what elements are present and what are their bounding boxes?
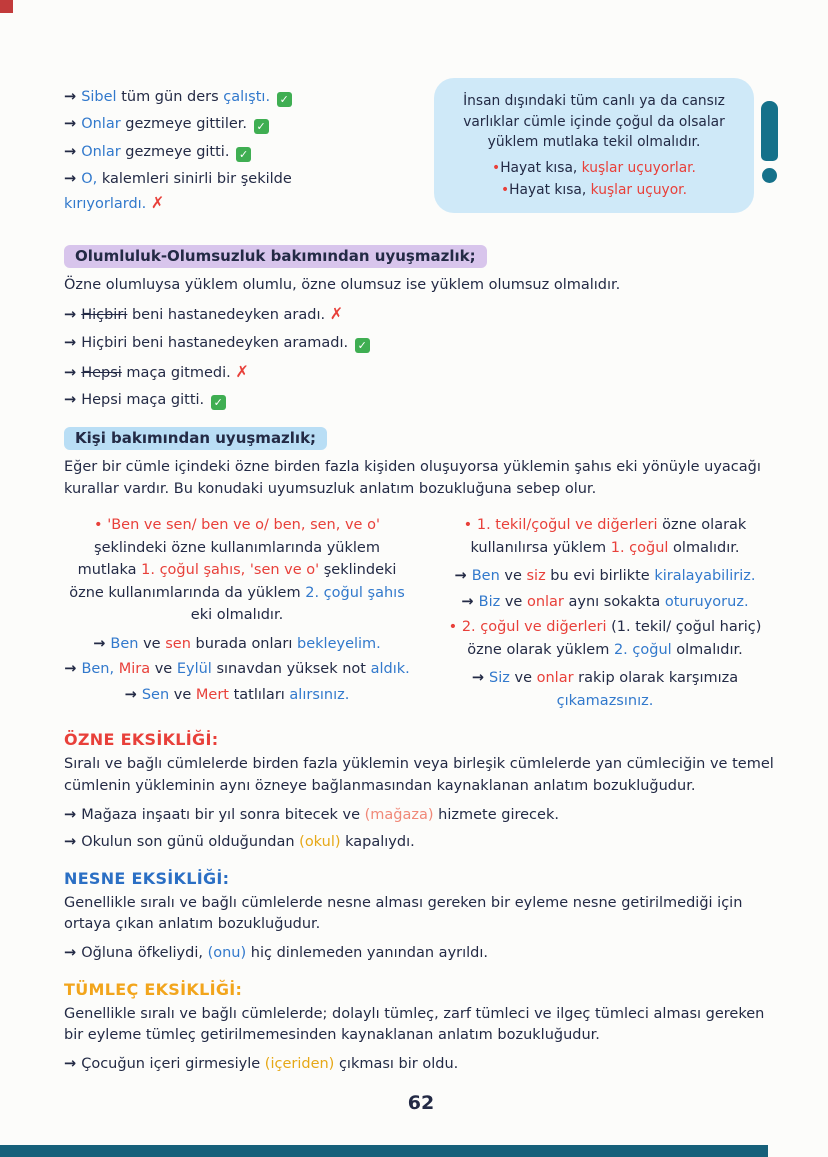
text-segment: beni hastanedeyken aradı. (127, 307, 330, 324)
text-segment: • (463, 517, 477, 534)
text-segment: Onlar (81, 116, 121, 133)
text-segment: Hayat kısa, (509, 182, 591, 199)
info-box-text: İnsan dışındaki tüm canlı ya da cansız varlıklar cümle içinde çoğul da olsalar yüklem mutlaka tekil olmalıdır. (463, 93, 725, 151)
example-line (64, 168, 372, 215)
x-icon: ✗ (329, 304, 344, 324)
check-icon: ✓ (236, 147, 251, 162)
text-segment: (okul) (299, 834, 341, 851)
text-segment: olmalıdır. (671, 641, 743, 658)
example-line (64, 831, 778, 853)
text-segment: oturuyoruz. (664, 593, 749, 610)
text-segment: • (94, 517, 108, 534)
example-line (64, 113, 372, 135)
example-line (432, 667, 778, 712)
text-segment: şeklindeki özne kullanımlarında da yüklem (69, 562, 402, 601)
section-heading-nesne: NESNE EKSİKLİĞİ: (64, 868, 230, 888)
text-segment: Ben (471, 568, 500, 585)
text-segment: 2. çoğul şahıs (305, 584, 405, 601)
text-segment: ve (509, 670, 537, 687)
text-segment: • (501, 182, 510, 199)
text-segment: onlar (536, 670, 574, 687)
example-line (64, 389, 778, 411)
corner-decoration (0, 0, 13, 13)
text-segment: alırsınız. (289, 686, 350, 703)
text-segment: Siz (489, 670, 510, 687)
text-segment: 1. çoğul (610, 539, 669, 556)
exclamation-bar (761, 101, 778, 161)
text-segment: sen (165, 635, 191, 652)
text-segment: Sen (141, 686, 170, 703)
top-section (64, 78, 778, 221)
rule-bullet (64, 514, 410, 626)
arrow-bullet: → (64, 392, 82, 409)
section-nesne-eksikligi (64, 869, 778, 965)
text-segment: Eylül (176, 661, 212, 678)
example-line (64, 1053, 778, 1075)
text-segment: Hiçbiri beni hastanedeyken aramadı. (81, 335, 353, 352)
example-line (64, 86, 372, 108)
kisi-columns (64, 514, 778, 715)
text-segment: bekleyelim. (297, 635, 381, 652)
kisi-left-column (64, 514, 410, 715)
page-number: 62 (407, 1091, 435, 1114)
text-segment: kapalıydı. (340, 834, 415, 851)
text-segment: ve (169, 686, 196, 703)
exclamation-dot (762, 168, 777, 183)
text-segment: rakip olarak karşımıza (573, 670, 743, 687)
arrow-bullet: → (64, 364, 82, 381)
section-heading-tumlec: TÜMLEÇ EKSİKLİĞİ: (64, 979, 243, 999)
exclamation-icon (761, 101, 778, 183)
text-segment: Hiçbiri (81, 307, 128, 324)
text-segment: 'Ben ve sen/ ben ve o/ ben, sen, ve o' (107, 517, 380, 534)
section-ozne-eksikligi (64, 730, 778, 853)
example-line (64, 633, 410, 655)
text-segment: (onu) (207, 945, 247, 962)
section-header-olumluluk: Olumluluk-Olumsuzluk bakımından uyuşmazlık; (64, 245, 487, 268)
arrow-bullet: → (64, 143, 82, 160)
info-box (434, 78, 754, 213)
text-segment: 1. tekil/çoğul ve diğerleri (476, 517, 658, 534)
section-heading-ozne: ÖZNE EKSİKLİĞİ: (64, 730, 219, 750)
check-icon: ✓ (254, 119, 269, 134)
rule-bullet (432, 616, 778, 661)
text-segment: Ben (110, 635, 139, 652)
section-body-ozne: Sıralı ve bağlı cümlelerde birden fazla yüklemin veya birleşik cümlelerde yan cümleciğin ve temel cümlenin yükleminin aynı özneye bağlanmasından kaynaklanan anlatım bozukluğudur. (64, 756, 774, 794)
text-segment: bu evi birlikte (545, 568, 655, 585)
text-segment: şeklindeki özne kullanımlarında yüklem mutlaka (77, 517, 385, 579)
check-icon: ✓ (211, 395, 226, 410)
example-line (432, 591, 778, 613)
section-body-nesne: Genellikle sıralı ve bağlı cümlelerde nesne alması gereken bir eyleme nesne getirilmediği için ortaya çıkan anlatım bozukluğudur. (64, 894, 743, 933)
text-segment: Hepsi (81, 364, 122, 381)
text-segment: özne olarak kullanılırsa yüklem (470, 517, 751, 556)
arrow-bullet: → (64, 945, 82, 962)
section-body-kisi: Eğer bir cümle içindeki özne birden fazla kişiden oluşuyorsa yüklemin şahıs eki yönüyle uyacağı kurallar vardır. Bu konudaki uyumsuzluk anlatım bozukluğuna sebep olur. (64, 458, 761, 497)
section-header-kisi: Kişi bakımından uyuşmazlık; (64, 427, 327, 450)
text-segment: gezmeye gitti. (120, 143, 235, 160)
text-segment: çıkamazsınız. (556, 692, 654, 709)
text-segment: siz (526, 568, 546, 585)
text-segment: Ben, (81, 661, 115, 678)
text-segment: kiralayabiliriz. (654, 568, 756, 585)
example-line (64, 942, 778, 964)
text-segment: Biz (478, 593, 501, 610)
text-segment: Oğluna öfkeliydi, (81, 945, 208, 962)
text-segment: kalemleri sinirli bir şekilde (97, 171, 297, 188)
arrow-bullet: → (64, 1056, 82, 1073)
bottom-bar-decoration (0, 1145, 768, 1157)
text-segment: (1. tekil/ çoğul hariç) özne olarak yüklem (467, 619, 766, 658)
example-line (64, 332, 778, 354)
arrow-bullet: → (93, 635, 111, 652)
info-box-example (450, 180, 738, 201)
text-segment: olmalıdır. (668, 539, 740, 556)
text-segment: Sibel (81, 89, 117, 105)
info-box-wrap (434, 78, 778, 213)
text-segment: • (492, 160, 501, 177)
text-segment (270, 89, 275, 105)
text-segment: (mağaza) (364, 806, 434, 823)
example-line (64, 302, 778, 327)
text-segment: onlar (526, 593, 564, 610)
text-segment: O, (81, 171, 98, 188)
x-icon: ✗ (150, 192, 165, 212)
text-segment: 1. çoğul şahıs, (141, 562, 246, 579)
check-icon: ✓ (355, 338, 370, 353)
text-segment: ve (150, 661, 177, 678)
text-segment: 'sen ve o' (245, 562, 320, 579)
text-segment: hizmete girecek. (433, 806, 559, 823)
text-segment: gezmeye gittiler. (120, 116, 252, 133)
arrow-bullet: → (64, 661, 82, 678)
text-segment: aynı sokakta (563, 593, 665, 610)
text-segment: • (448, 619, 462, 636)
arrow-bullet: → (64, 834, 82, 851)
singular-plural-example-list (64, 78, 372, 221)
arrow-bullet: → (64, 307, 82, 324)
section-kisi (64, 427, 778, 715)
text-segment: 2. çoğul (613, 641, 672, 658)
text-segment: ve (500, 593, 527, 610)
text-segment: tüm gün ders (116, 89, 224, 105)
example-line (64, 684, 410, 706)
text-segment: kırıyorlardı. (64, 195, 147, 212)
arrow-bullet: → (124, 686, 142, 703)
arrow-bullet: → (461, 593, 479, 610)
text-segment: sınavdan yüksek not (211, 661, 371, 678)
text-segment: maça gitmedi. (121, 364, 236, 381)
info-box-example (450, 158, 738, 179)
example-line (64, 360, 778, 385)
section-tumlec-eksikligi (64, 980, 778, 1076)
example-line (64, 141, 372, 163)
text-segment: (içeriden) (264, 1056, 335, 1073)
example-line (64, 658, 410, 680)
section-olumluluk (64, 245, 778, 412)
text-segment: tatlıları (228, 686, 290, 703)
text-segment: ve (499, 568, 527, 585)
text-segment: 2. çoğul ve diğerleri (461, 619, 607, 636)
section-body-tumlec: Genellikle sıralı ve bağlı cümlelerde; dolaylı tümleç, zarf tümleci ve ilgeç tümleci alması gereken bir eyleme tümleç getirilmemesinden kaynaklanan anlatım bozukluğudur. (64, 1005, 765, 1044)
example-line (64, 804, 778, 826)
arrow-bullet: → (64, 171, 82, 188)
text-segment: çalıştı. (223, 89, 271, 105)
arrow-bullet: → (64, 116, 82, 133)
text-segment: Onlar (81, 143, 121, 160)
arrow-bullet: → (471, 670, 490, 687)
text-segment: Okulun son günü olduğundan (81, 834, 300, 851)
text-segment: kuşlar uçuyorlar. (581, 160, 696, 177)
arrow-bullet: → (64, 335, 82, 352)
text-segment: çıkması bir oldu. (334, 1056, 459, 1073)
check-icon: ✓ (277, 92, 292, 107)
text-segment: burada onları (190, 635, 298, 652)
x-icon: ✗ (235, 361, 249, 381)
example-line (432, 565, 778, 587)
text-segment: Mira (118, 661, 151, 678)
text-segment: kuşlar uçuyor. (590, 182, 687, 199)
text-segment: Mağaza inşaatı bir yıl sonra bitecek ve (81, 806, 365, 823)
arrow-bullet: → (64, 89, 82, 105)
kisi-right-column (432, 514, 778, 715)
text-segment: ve (138, 635, 166, 652)
text-segment: hiç dinlemeden yanından ayrıldı. (246, 945, 489, 962)
arrow-bullet: → (64, 806, 82, 823)
text-segment: Çocuğun içeri girmesiyle (81, 1056, 265, 1073)
text-segment: Hayat kısa, (500, 160, 582, 177)
arrow-bullet: → (454, 568, 472, 585)
text-segment: eki olmalıdır. (190, 584, 410, 624)
text-segment: aldık. (370, 661, 410, 678)
text-segment: Mert (195, 686, 229, 703)
rule-bullet (432, 514, 778, 559)
section-body-olumluluk: Özne olumluysa yüklem olumlu, özne olumsuz ise yüklem olumsuz olmalıdır. (64, 276, 621, 293)
text-segment: Hepsi maça gitti. (81, 392, 209, 409)
page-content (64, 78, 778, 1114)
